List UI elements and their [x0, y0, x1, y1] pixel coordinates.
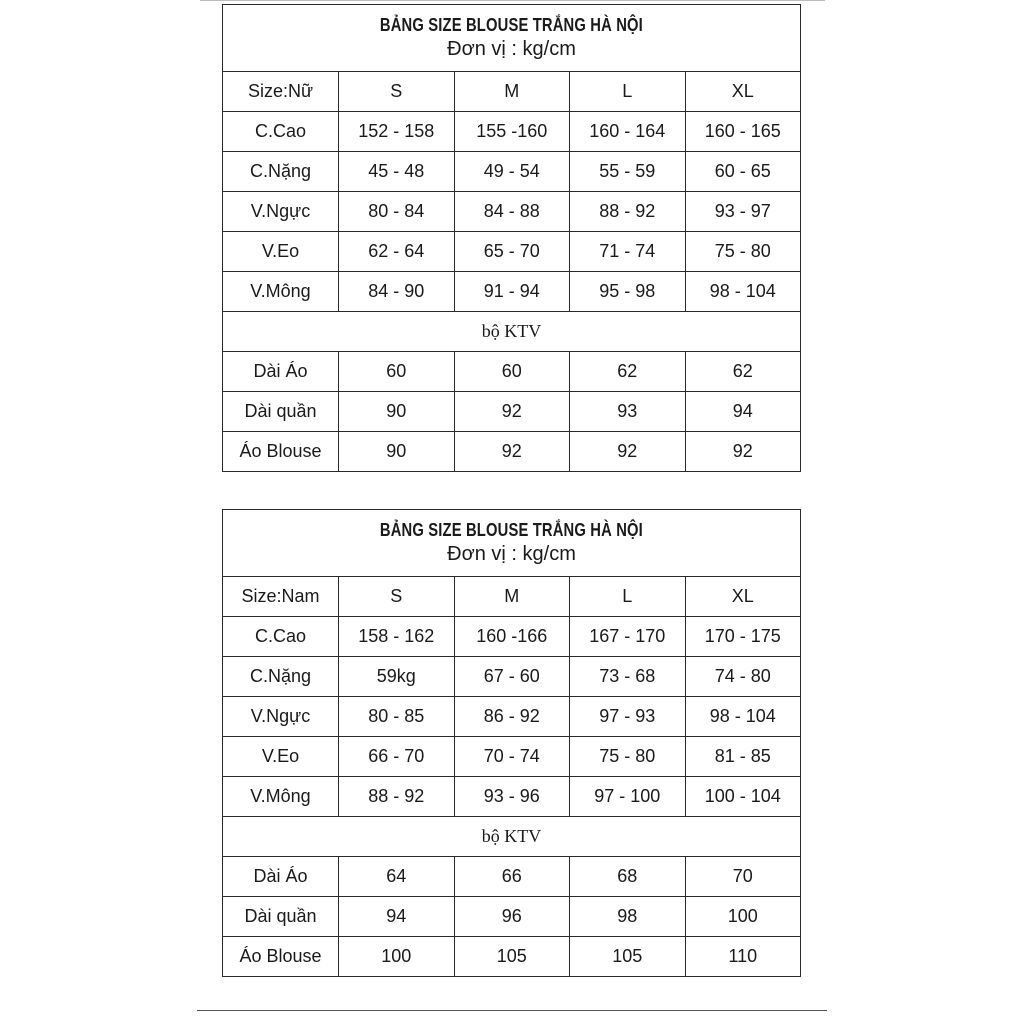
row-label-cell: C.Cao [223, 617, 339, 657]
table-row [223, 617, 801, 657]
value-cell: 105 [454, 937, 570, 977]
value-cell: 94 [685, 392, 801, 432]
value-cell: 73 - 68 [570, 657, 686, 697]
row-label-cell: V.Mông [223, 777, 339, 817]
bottom-divider [197, 1010, 827, 1011]
value-cell: 100 [685, 897, 801, 937]
size-header-cell: M [454, 72, 570, 112]
unit-label: Đơn vị : kg/cm [447, 38, 576, 60]
section-row [223, 312, 801, 352]
value-cell: 86 - 92 [454, 697, 570, 737]
value-cell: 160 - 164 [570, 112, 686, 152]
table-row [223, 152, 801, 192]
value-cell: 110 [685, 937, 801, 977]
table-title-cell [223, 510, 801, 577]
table-row [223, 777, 801, 817]
row-label-cell: Dài Áo [223, 857, 339, 897]
row-label-cell: C.Nặng [223, 657, 339, 697]
title-row [223, 5, 801, 72]
value-cell: 155 -160 [454, 112, 570, 152]
value-cell: 71 - 74 [570, 232, 686, 272]
value-cell: 98 - 104 [685, 272, 801, 312]
table-row [223, 897, 801, 937]
unit-label: Đơn vị : kg/cm [447, 543, 576, 565]
value-cell: 62 - 64 [339, 232, 455, 272]
value-cell: 84 - 90 [339, 272, 455, 312]
value-cell: 105 [570, 937, 686, 977]
row-label-cell: Áo Blouse [223, 937, 339, 977]
value-cell: 91 - 94 [454, 272, 570, 312]
value-cell: 45 - 48 [339, 152, 455, 192]
value-cell: 98 [570, 897, 686, 937]
value-cell: 167 - 170 [570, 617, 686, 657]
row-label-cell: V.Mông [223, 272, 339, 312]
row-label-cell: Dài quần [223, 392, 339, 432]
table-row [223, 697, 801, 737]
value-cell: 88 - 92 [339, 777, 455, 817]
table-row [223, 272, 801, 312]
section-title-cell: bộ KTV [223, 312, 801, 352]
row-label-cell: Dài quần [223, 897, 339, 937]
size-header-cell: L [570, 577, 686, 617]
value-cell: 90 [339, 432, 455, 472]
value-cell: 59kg [339, 657, 455, 697]
value-cell: 92 [454, 392, 570, 432]
row-label-cell: V.Ngực [223, 697, 339, 737]
value-cell: 65 - 70 [454, 232, 570, 272]
section-row [223, 817, 801, 857]
size-header-cell: M [454, 577, 570, 617]
title-row [223, 510, 801, 577]
value-cell: 160 -166 [454, 617, 570, 657]
value-cell: 68 [570, 857, 686, 897]
value-cell: 74 - 80 [685, 657, 801, 697]
value-cell: 93 [570, 392, 686, 432]
value-cell: 100 - 104 [685, 777, 801, 817]
value-cell: 160 - 165 [685, 112, 801, 152]
value-cell: 62 [570, 352, 686, 392]
value-cell: 98 - 104 [685, 697, 801, 737]
header-label-cell: Size:Nam [223, 577, 339, 617]
value-cell: 97 - 100 [570, 777, 686, 817]
table-title: BẢNG SIZE BLOUSE TRẮNG HÀ NỘI [379, 520, 644, 540]
header-row [223, 577, 801, 617]
table-row [223, 937, 801, 977]
value-cell: 93 - 96 [454, 777, 570, 817]
row-label-cell: V.Ngực [223, 192, 339, 232]
value-cell: 62 [685, 352, 801, 392]
size-header-cell: XL [685, 72, 801, 112]
value-cell: 60 - 65 [685, 152, 801, 192]
value-cell: 100 [339, 937, 455, 977]
value-cell: 92 [570, 432, 686, 472]
table-title: BẢNG SIZE BLOUSE TRẮNG HÀ NỘI [379, 15, 644, 35]
row-label-cell: V.Eo [223, 232, 339, 272]
value-cell: 94 [339, 897, 455, 937]
value-cell: 66 - 70 [339, 737, 455, 777]
header-row [223, 72, 801, 112]
size-header-cell: S [339, 72, 455, 112]
value-cell: 81 - 85 [685, 737, 801, 777]
value-cell: 64 [339, 857, 455, 897]
row-label-cell: C.Nặng [223, 152, 339, 192]
value-cell: 55 - 59 [570, 152, 686, 192]
table-row [223, 857, 801, 897]
table-row [223, 192, 801, 232]
value-cell: 158 - 162 [339, 617, 455, 657]
table-row [223, 737, 801, 777]
value-cell: 90 [339, 392, 455, 432]
table-row [223, 352, 801, 392]
value-cell: 92 [685, 432, 801, 472]
row-label-cell: Dài Áo [223, 352, 339, 392]
table-row [223, 232, 801, 272]
value-cell: 97 - 93 [570, 697, 686, 737]
value-cell: 70 - 74 [454, 737, 570, 777]
value-cell: 70 [685, 857, 801, 897]
size-header-cell: XL [685, 577, 801, 617]
value-cell: 60 [339, 352, 455, 392]
value-cell: 67 - 60 [454, 657, 570, 697]
value-cell: 152 - 158 [339, 112, 455, 152]
table-row [223, 112, 801, 152]
size-header-cell: L [570, 72, 686, 112]
value-cell: 88 - 92 [570, 192, 686, 232]
row-label-cell: V.Eo [223, 737, 339, 777]
size-table-female [222, 4, 801, 472]
top-divider [200, 0, 825, 1]
size-header-cell: S [339, 577, 455, 617]
table-row [223, 392, 801, 432]
table-row [223, 432, 801, 472]
value-cell: 66 [454, 857, 570, 897]
size-table-male [222, 509, 801, 977]
value-cell: 95 - 98 [570, 272, 686, 312]
value-cell: 93 - 97 [685, 192, 801, 232]
value-cell: 96 [454, 897, 570, 937]
value-cell: 75 - 80 [570, 737, 686, 777]
value-cell: 80 - 84 [339, 192, 455, 232]
value-cell: 80 - 85 [339, 697, 455, 737]
value-cell: 92 [454, 432, 570, 472]
row-label-cell: C.Cao [223, 112, 339, 152]
header-label-cell: Size:Nữ [223, 72, 339, 112]
table-title-cell [223, 5, 801, 72]
row-label-cell: Áo Blouse [223, 432, 339, 472]
section-title-cell: bộ KTV [223, 817, 801, 857]
value-cell: 84 - 88 [454, 192, 570, 232]
table-row [223, 657, 801, 697]
value-cell: 170 - 175 [685, 617, 801, 657]
value-cell: 60 [454, 352, 570, 392]
value-cell: 75 - 80 [685, 232, 801, 272]
value-cell: 49 - 54 [454, 152, 570, 192]
